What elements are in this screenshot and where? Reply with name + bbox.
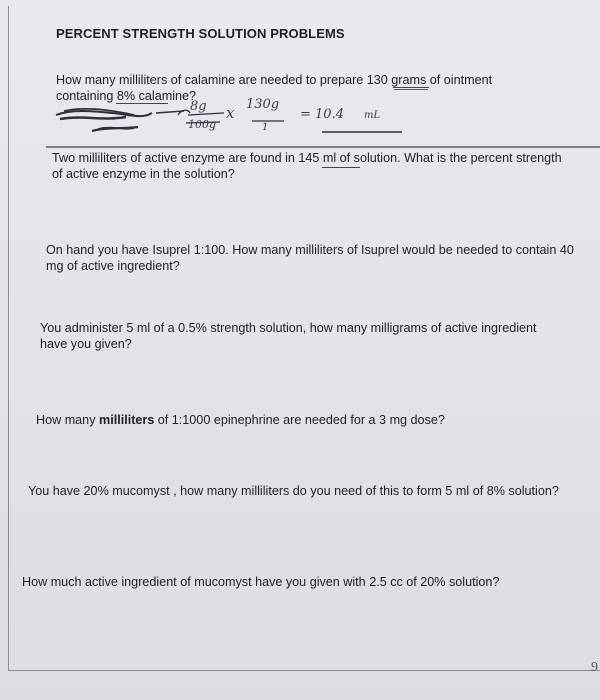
question-3: On hand you have Isuprel 1:100. How many milliliters of Isuprel would be needed to contain 40 mg of active ingredient? — [46, 243, 574, 273]
question-5-post: of 1:1000 epinephrine are needed for a 3 mg dose? — [154, 413, 445, 427]
question-7: How much active ingredient of mucomyst have you given with 2.5 cc of 20% solution? — [22, 575, 500, 589]
hand-unit-ml: mL — [364, 110, 381, 121]
question-2: Two milliliters of active enzyme are found in 145 ml of solution. What is the percent strength of active enzyme in the solution? — [52, 151, 562, 181]
question-6: You have 20% mucomyst , how many milliliters do you need of this to form 5 ml of 8% solution? — [28, 484, 559, 498]
hand-num-130g: 130g — [246, 97, 280, 112]
question-5-bold: milliliters — [99, 413, 155, 427]
hand-num-8g: 8g — [190, 99, 207, 114]
question-4: You administer 5 ml of a 0.5% strength solution, how many milligrams of active ingredient have you given? — [40, 321, 537, 351]
question-1: How many milliliters of calamine are needed to prepare 130 grams of ointment containing 8% calamine? — [56, 73, 493, 103]
hand-times: x — [226, 104, 235, 122]
hand-den-1: 1 — [262, 122, 269, 133]
question-5-pre: How many — [36, 413, 99, 427]
hand-den-100g: 100g — [188, 118, 217, 131]
page-number: 9 — [591, 660, 598, 675]
underline-145ml — [322, 167, 360, 168]
divider-1 — [46, 146, 600, 148]
question-5 — [36, 412, 576, 428]
hand-result: = 10.4 — [300, 107, 344, 122]
page-title: PERCENT STRENGTH SOLUTION PROBLEMS — [56, 26, 345, 41]
underline-130-2 — [394, 89, 428, 90]
